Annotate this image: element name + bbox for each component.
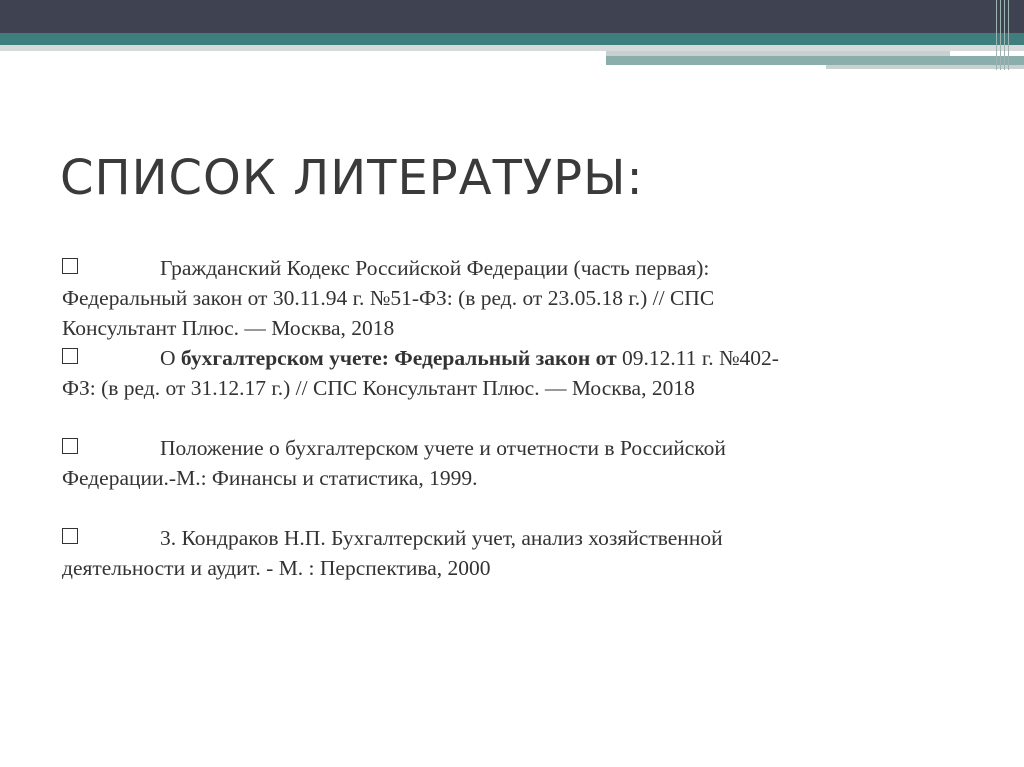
reference-item-3 [62, 433, 782, 493]
reference-item-1 [62, 253, 782, 343]
checkbox-icon [62, 348, 78, 364]
header-edge-lines [996, 0, 1010, 70]
reference-text-1: Гражданский Кодекс Российской Федерации (часть первая): Федеральный закон от 30.11.94 г. №51-ФЗ: (в ред. от 23.05.18 г.) // СПС Консультант Плюс. — Москва, 2018 [62, 256, 715, 340]
reference-rest-2: 09.12.11 г. №402-ФЗ: (в ред. от 31.12.17 г.) // СПС Консультант Плюс. — Москва, 2018 [62, 346, 779, 400]
header-band-dark [0, 0, 1024, 33]
reference-lead-2: О [160, 346, 181, 370]
header-band-teal [0, 33, 1024, 45]
header-stripe-teal [606, 56, 1024, 65]
reference-text-3: Положение о бухгалтерском учете и отчетности в Российской Федерации.-М.: Финансы и статистика, 1999. [62, 436, 726, 490]
checkbox-icon [62, 438, 78, 454]
slide-title: СПИСОК ЛИТЕРАТУРЫ: [60, 150, 644, 206]
reference-list [62, 253, 782, 583]
reference-text-4: 3. Кондраков Н.П. Бухгалтерский учет, анализ хозяйственной деятельности и аудит. - М. : Перспектива, 2000 [62, 526, 723, 580]
reference-item-4 [62, 523, 782, 583]
header-stripe-bottom [826, 65, 1024, 69]
checkbox-icon [62, 528, 78, 544]
reference-bold-2: бухгалтерском учете: Федеральный закон от [180, 346, 617, 370]
reference-item-2 [62, 343, 782, 403]
checkbox-icon [62, 258, 78, 274]
